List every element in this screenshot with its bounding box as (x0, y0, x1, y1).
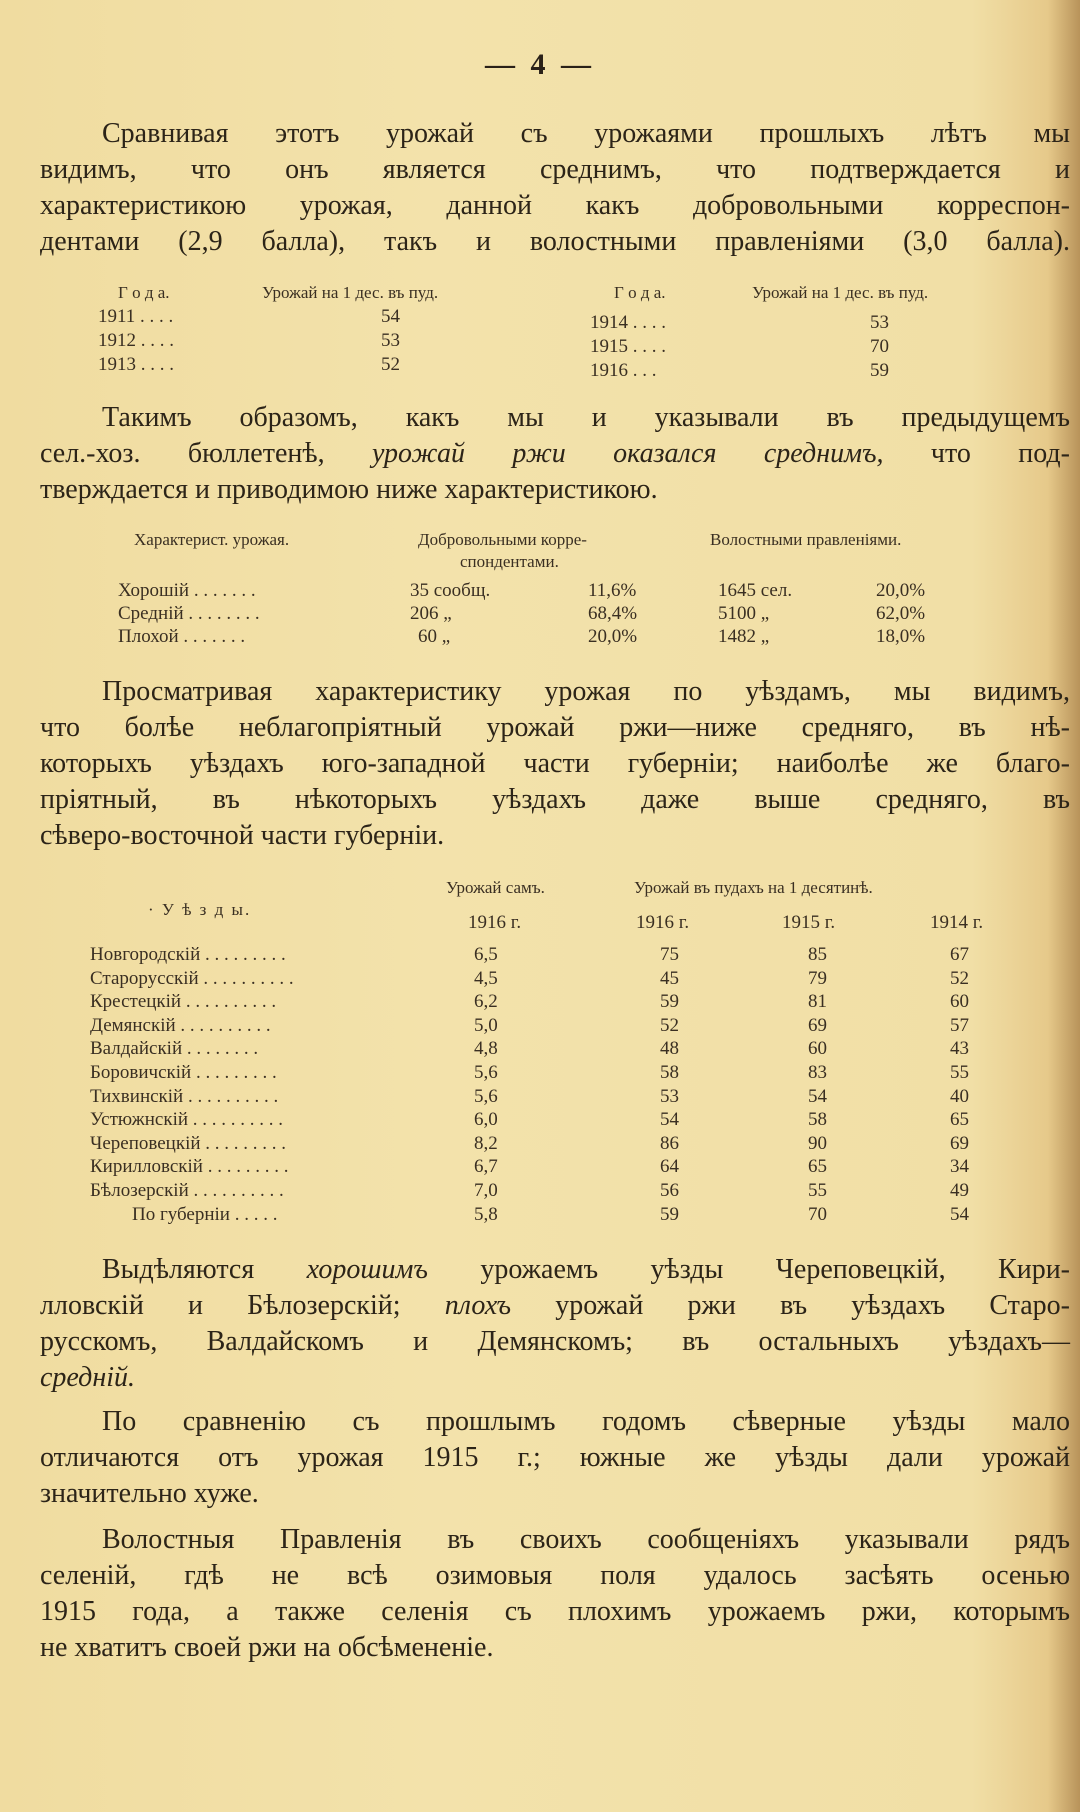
value-1916-cell: 59 (660, 1203, 679, 1225)
percent-cell: 18,0% (876, 626, 926, 647)
value-1916-cell: 59 (660, 991, 679, 1013)
column-header: Урожай самъ. (446, 878, 545, 897)
value-cell: 52 (381, 354, 400, 375)
value-1914-cell: 34 (950, 1156, 969, 1178)
column-header: Волостными правленіями. (710, 530, 902, 549)
value-1915-cell: 70 (808, 1203, 827, 1225)
column-header: Урожай на 1 дес. въ пуд. (752, 283, 929, 302)
value-1916-cell: 56 (660, 1180, 679, 1201)
italic-text-run: урожай ржи оказался среднимъ, (371, 438, 884, 469)
paragraph-2 (40, 400, 1070, 508)
sam-cell: 7,0 (474, 1180, 498, 1201)
year-cell: 1915 . . . . (590, 336, 666, 357)
year-header: 1914 г. (930, 912, 984, 933)
value-1915-cell: 69 (808, 1014, 827, 1036)
year-cell: 1913 . . . . (98, 354, 174, 375)
value-1915-cell: 65 (808, 1156, 827, 1178)
percent-cell: 20,0% (876, 580, 926, 601)
count-cell: 60 „ (418, 626, 451, 647)
value-1916-cell: 48 (660, 1038, 679, 1060)
sam-cell: 5,0 (474, 1014, 498, 1036)
paragraph-line: сѣверо-восточной части губерніи. (40, 820, 445, 851)
value-1914-cell: 60 (950, 991, 969, 1013)
value-1916-cell: 52 (660, 1014, 679, 1036)
italic-text-run: средній. (40, 1362, 135, 1393)
column-header: Г о д а. (118, 283, 170, 302)
row-label: Хорошій . . . . . . . (118, 580, 256, 601)
district-name: Устюжнскій . . . . . . . . . . (90, 1109, 284, 1131)
text-run: лловскій и Бѣлозерскій; (40, 1290, 445, 1321)
paragraph-line (40, 472, 1070, 508)
year-cell: 1911 . . . . (98, 306, 174, 327)
sam-cell: 4,5 (474, 967, 498, 989)
sam-cell: 8,2 (474, 1132, 498, 1154)
paragraph-line: Волостныя Правленія въ своихъ сообщеніяхъ указывали рядъ (102, 1524, 1070, 1555)
year-cell: 1914 . . . . (590, 312, 666, 333)
count-cell: 206 „ (410, 603, 452, 624)
column-header: спондентами. (460, 552, 559, 571)
paragraph-5 (40, 1404, 1070, 1512)
district-name: Кирилловскій . . . . . . . . . (90, 1156, 289, 1178)
paragraph-line: селеній, гдѣ не всѣ озимовыя поля удалось засѣять осенью (40, 1560, 1070, 1591)
district-name: Боровичскій . . . . . . . . . (90, 1062, 277, 1083)
count-cell: 1482 „ (718, 626, 770, 647)
sam-cell: 5,8 (474, 1203, 498, 1225)
value-cell: 54 (381, 306, 400, 327)
value-1915-cell: 79 (808, 967, 827, 989)
value-cell: 53 (381, 330, 400, 351)
year-header: 1916 г. (636, 912, 690, 933)
value-1914-cell: 69 (950, 1132, 969, 1154)
column-header: Характерист. урожая. (134, 530, 290, 549)
column-header: Добровольными корре- (418, 530, 587, 549)
paragraph-line: 1915 года, а также селенія съ плохимъ урожаемъ ржи, которымъ (40, 1596, 1070, 1627)
year-header: 1915 г. (782, 912, 836, 933)
sam-cell: 6,2 (474, 991, 498, 1013)
value-1915-cell: 85 (808, 944, 827, 965)
paragraph-line: По сравненію съ прошлымъ годомъ сѣверные уѣзды мало (102, 1406, 1070, 1437)
district-name: Демянскій . . . . . . . . . . (90, 1014, 271, 1036)
column-header: Урожай на 1 дес. въ пуд. (262, 283, 439, 302)
text-run: урожай ржи въ уѣздахъ Старо- (511, 1290, 1070, 1321)
text-run: тверждается и приводимою ниже характеристикою. (40, 474, 658, 505)
count-cell: 5100 „ (718, 603, 770, 624)
district-name: Череповецкій . . . . . . . . . (90, 1132, 287, 1154)
district-name: Старорусскій . . . . . . . . . . (90, 967, 294, 989)
paragraph-6 (40, 1522, 1070, 1666)
paragraph-line: отличаются отъ урожая 1915 г.; южные же уѣзды дали урожай (40, 1442, 1070, 1473)
sam-cell: 6,7 (474, 1156, 498, 1178)
paragraph-line: характеристикою урожая, данной какъ добровольными корреспон- (40, 190, 1070, 221)
text-run: русскомъ, Валдайскомъ и Демянскомъ; въ остальныхъ уѣздахъ— (40, 1326, 1070, 1357)
italic-text-run: плохъ (444, 1290, 512, 1321)
value-1915-cell: 83 (808, 1062, 827, 1083)
paragraph-line: не хватитъ своей ржи на обсѣмененіе. (40, 1632, 494, 1663)
text-run: урожаемъ уѣзды Череповецкій, Кири- (427, 1254, 1070, 1285)
italic-text-run: хорошимъ (306, 1254, 428, 1285)
district-name: Крестецкій . . . . . . . . . . (90, 991, 277, 1013)
text-run: Выдѣляются (102, 1254, 307, 1285)
district-name: По губерніи . . . . . (132, 1203, 278, 1225)
value-cell: 53 (870, 312, 889, 333)
paragraph-line: значительно хуже. (40, 1478, 259, 1509)
paragraph-3 (40, 674, 1070, 854)
year-cell: 1916 . . . (590, 360, 657, 381)
column-header: · У ѣ з д ы. (148, 900, 252, 919)
text-run: сел.-хоз. бюллетенѣ, (40, 438, 372, 469)
value-1914-cell: 57 (950, 1014, 969, 1036)
percent-cell: 68,4% (588, 603, 638, 624)
district-name: Валдайскій . . . . . . . . (90, 1038, 259, 1060)
paragraph-line: Сравнивая этотъ урожай съ урожаями прошлыхъ лѣтъ мы (102, 118, 1070, 149)
paragraph-line: которыхъ уѣздахъ юго-западной части губерніи; наиболѣе же благо- (40, 748, 1070, 779)
value-1916-cell: 75 (660, 944, 679, 965)
row-label: Плохой . . . . . . . (118, 626, 246, 647)
paragraph-line (40, 436, 1070, 472)
percent-cell: 62,0% (876, 603, 926, 624)
district-name: Тихвинскій . . . . . . . . . . (90, 1085, 279, 1107)
value-1914-cell: 43 (950, 1038, 969, 1060)
sam-cell: 5,6 (474, 1085, 498, 1107)
value-1916-cell: 86 (660, 1132, 679, 1154)
value-1915-cell: 54 (808, 1085, 827, 1107)
paragraph-line: дентами (2,9 балла), такъ и волостными правленіями (3,0 балла). (40, 226, 1070, 257)
paragraph-1 (40, 116, 1070, 260)
text-run: что под- (883, 438, 1070, 469)
paragraph-line (40, 1252, 1070, 1288)
value-1914-cell: 65 (950, 1109, 969, 1131)
percent-cell: 11,6% (588, 580, 637, 601)
value-1914-cell: 40 (950, 1085, 969, 1107)
sam-cell: 4,8 (474, 1038, 498, 1060)
value-1914-cell: 52 (950, 967, 969, 989)
percent-cell: 20,0% (588, 626, 638, 647)
paragraph-line (40, 400, 1070, 436)
value-1915-cell: 81 (808, 991, 827, 1013)
value-1916-cell: 53 (660, 1085, 679, 1107)
column-header: Г о д а. (614, 283, 666, 302)
value-cell: 70 (870, 336, 889, 357)
district-name: Бѣлозерскій . . . . . . . . . . (90, 1180, 284, 1201)
value-cell: 59 (870, 360, 889, 381)
value-1916-cell: 45 (660, 967, 679, 989)
district-name: Новгородскій . . . . . . . . . (90, 944, 286, 965)
paragraph-line: Просматривая характеристику урожая по уѣздамъ, мы видимъ, (102, 676, 1070, 707)
paragraph-line (40, 1360, 1070, 1396)
value-1914-cell: 49 (950, 1180, 969, 1201)
column-header: Урожай въ пудахъ на 1 десятинѣ. (634, 878, 873, 897)
paragraph-line (40, 1324, 1070, 1360)
value-1915-cell: 58 (808, 1109, 827, 1131)
value-1914-cell: 67 (950, 944, 969, 965)
value-1916-cell: 54 (660, 1109, 679, 1131)
value-1914-cell: 54 (950, 1203, 969, 1225)
value-1916-cell: 58 (660, 1062, 679, 1083)
sam-cell: 6,0 (474, 1109, 498, 1131)
value-1914-cell: 55 (950, 1062, 969, 1083)
paragraph-4 (40, 1252, 1070, 1396)
sam-cell: 5,6 (474, 1062, 498, 1083)
text-run: Такимъ образомъ, какъ мы и указывали въ предыдущемъ (102, 402, 1070, 433)
count-cell: 35 сообщ. (410, 580, 491, 601)
paragraph-line (40, 1288, 1070, 1324)
page-number: — 4 — (485, 48, 595, 81)
value-1916-cell: 64 (660, 1156, 679, 1178)
value-1915-cell: 55 (808, 1180, 827, 1201)
year-cell: 1912 . . . . (98, 330, 174, 351)
year-header: 1916 г. (468, 912, 522, 933)
paragraph-line: что болѣе неблагопріятный урожай ржи—ниже средняго, въ нѣ- (40, 712, 1070, 743)
value-1915-cell: 60 (808, 1038, 827, 1060)
row-label: Средній . . . . . . . . (118, 603, 260, 624)
value-1915-cell: 90 (808, 1132, 827, 1154)
sam-cell: 6,5 (474, 944, 498, 965)
paragraph-line: видимъ, что онъ является среднимъ, что подтверждается и (40, 154, 1070, 185)
paragraph-line: пріятный, въ нѣкоторыхъ уѣздахъ даже выше средняго, въ (40, 784, 1070, 815)
count-cell: 1645 сел. (718, 580, 793, 601)
